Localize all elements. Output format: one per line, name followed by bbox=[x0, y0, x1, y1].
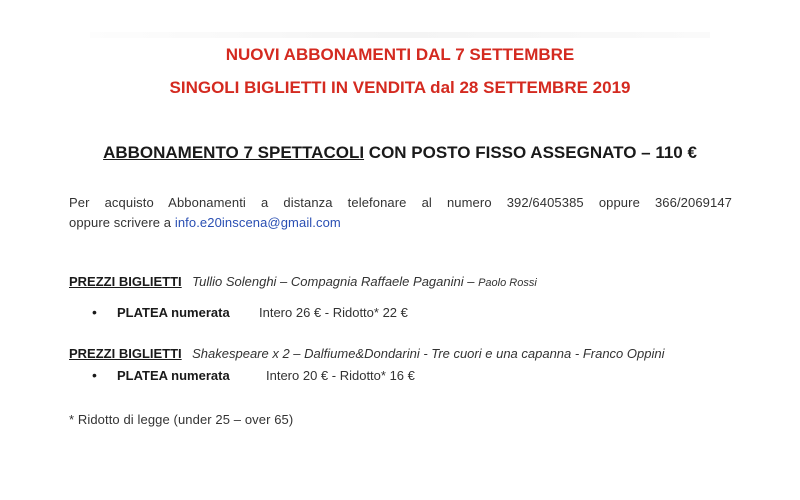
price-block-2-bullet: • bbox=[92, 367, 97, 383]
price-block-1-shows: Tullio Solenghi – Compagnia Raffaele Paganini – bbox=[192, 274, 479, 289]
price-block-2-header bbox=[69, 345, 664, 363]
price-block-1-seat: PLATEA numerata bbox=[117, 305, 230, 320]
price-block-1-header bbox=[69, 273, 537, 291]
header-line-1: NUOVI ABBONAMENTI DAL 7 SETTEMBRE bbox=[225, 45, 575, 64]
price-block-2-label: PREZZI BIGLIETTI bbox=[69, 346, 182, 361]
price-block-2-shows: Shakespeare x 2 – Dalfiume&Dondarini - Tre cuori e una capanna - Franco Oppini bbox=[192, 346, 665, 361]
price-block-1-label: PREZZI BIGLIETTI bbox=[69, 274, 182, 289]
subscription-heading bbox=[0, 143, 800, 163]
subscription-heading-rest: CON POSTO FISSO ASSEGNATO – 110 € bbox=[364, 143, 697, 162]
price-block-2-seat: PLATEA numerata bbox=[117, 368, 230, 383]
contact-line-2 bbox=[69, 215, 341, 230]
price-block-2-price: Intero 20 € - Ridotto* 16 € bbox=[266, 368, 415, 383]
subscription-heading-underlined: ABBONAMENTO 7 SPETTACOLI bbox=[103, 143, 365, 162]
price-block-1-shows-small: Paolo Rossi bbox=[478, 277, 537, 289]
header-line-2: SINGOLI BIGLIETTI IN VENDITA dal 28 SETTEMBRE 2019 bbox=[169, 78, 631, 97]
price-block-1-bullet: • bbox=[92, 304, 97, 320]
contact-line-2-prefix: oppure scrivere a bbox=[69, 215, 175, 230]
price-block-1-price: Intero 26 € - Ridotto* 22 € bbox=[259, 305, 408, 320]
email-link[interactable]: info.e20inscena@gmail.com bbox=[174, 215, 341, 230]
contact-line-1: Per acquisto Abbonamenti a distanza telefonare al numero 392/6405385 oppure 366/2069147 bbox=[69, 195, 732, 210]
faint-header-line bbox=[90, 32, 710, 38]
footnote: * Ridotto di legge (under 25 – over 65) bbox=[69, 412, 294, 427]
